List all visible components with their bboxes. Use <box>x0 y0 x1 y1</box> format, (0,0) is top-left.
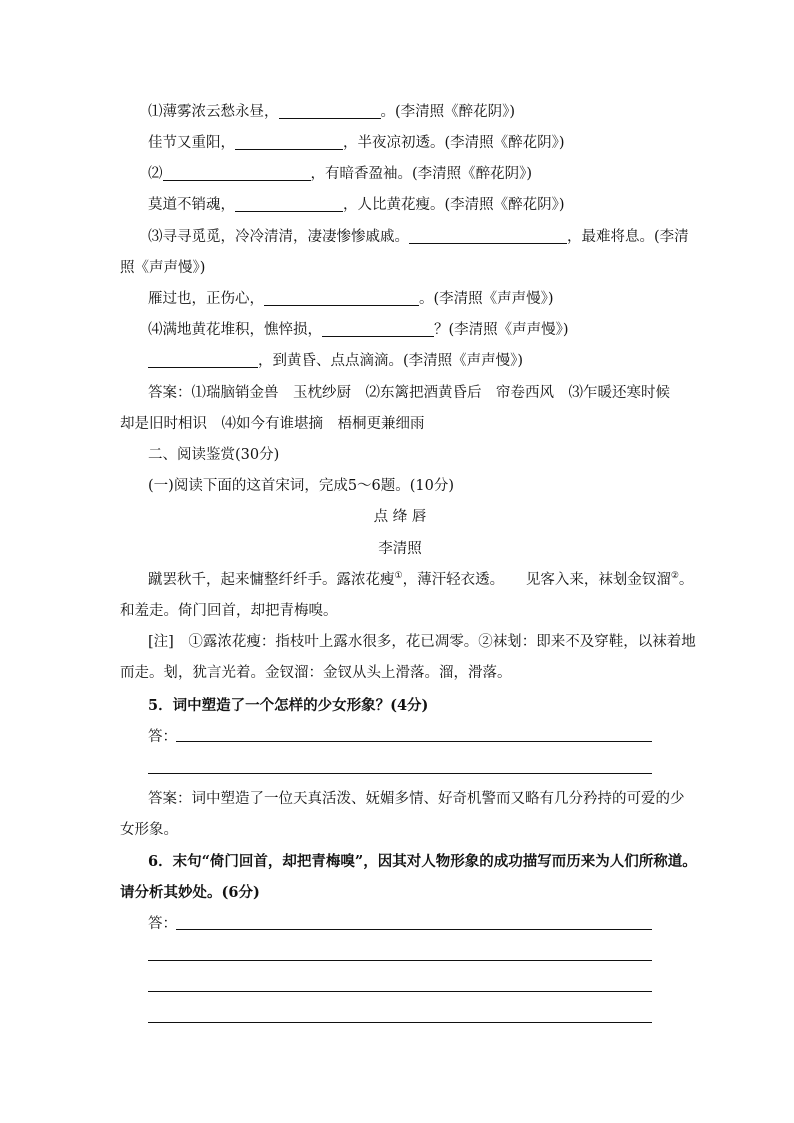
answer-key: 答案：词中塑造了一位天真活泼、妩媚多情、好奇机警而又略有几分矜持的可爱的少 <box>148 791 685 807</box>
answer-line[interactable] <box>148 991 652 992</box>
fill-line-4 <box>148 190 565 221</box>
fill-line-5-cont: 照《声声慢》) <box>120 260 206 276</box>
answer-line[interactable] <box>148 773 652 774</box>
text: 莫道不销魂， <box>148 197 235 213</box>
text: ，薄汗轻衣透。 见客入来，袜刬金钗溜 <box>402 572 671 588</box>
subsection-heading: (一)阅读下面的这首宋词，完成5～6题。(10分) <box>148 478 455 494</box>
question-5: 5．词中塑造了一个怎样的少女形象？(4分) <box>148 697 429 714</box>
footnote-marker: ① <box>394 571 403 581</box>
text: ，到黄昏、点点滴滴。(李清照《声声慢》) <box>258 353 524 369</box>
answer-key-cont: 却是旧时相识 ⑷如今有谁堪摘 梧桐更兼细雨 <box>120 416 425 432</box>
answer-line[interactable] <box>176 741 652 742</box>
answer-line[interactable] <box>176 929 652 930</box>
poem-title: 点 绛 唇 <box>373 509 427 525</box>
question-6: 6．末句“倚门回首，却把青梅嗅”，因其对人物形象的成功描写而历来为人们所称道。 <box>148 853 697 870</box>
answer-label: 答： <box>148 729 177 745</box>
text: 。(李清照《声声慢》) <box>419 291 554 307</box>
text: ？(李清照《声声慢》) <box>434 322 569 338</box>
answer-key-cont: 女形象。 <box>120 822 178 838</box>
answer-blank[interactable] <box>148 350 258 368</box>
poem-line-1 <box>148 565 693 596</box>
text: ，最难将息。(李清 <box>567 229 689 245</box>
text: ⑶寻寻觅觅，冷冷清清，凄凄惨惨戚戚。 <box>148 229 409 245</box>
text: 。(李清照《醉花阴》) <box>380 104 516 120</box>
annotation: [注] ①露浓花瘦：指枝叶上露水很多，花已凋零。②袜刬：即来不及穿鞋，以袜着地 <box>148 634 696 650</box>
section-heading: 二、阅读鉴赏(30分) <box>148 447 280 463</box>
text: 。 <box>678 572 694 588</box>
annotation-cont: 而走。刬，犹言光着。金钗溜：金钗从头上滑落。溜，滑落。 <box>120 665 512 681</box>
fill-line-2 <box>148 128 565 159</box>
answer-blank[interactable] <box>279 101 381 119</box>
footnote-marker: ② <box>670 571 679 581</box>
text: ，半夜凉初透。(李清照《醉花阴》) <box>343 135 565 151</box>
text: ，有暗香盈袖。(李清照《醉花阴》) <box>310 166 533 182</box>
fill-line-3 <box>148 159 532 190</box>
fill-line-6 <box>148 284 554 315</box>
fill-line-5 <box>148 222 689 253</box>
question-6-cont: 请分析其妙处。(6分) <box>120 884 260 901</box>
text: 雁过也，正伤心， <box>148 291 264 307</box>
poem-author: 李清照 <box>378 541 422 557</box>
answer-blank[interactable] <box>163 163 311 181</box>
answer-blank[interactable] <box>235 194 343 212</box>
answer-blank[interactable] <box>409 226 567 244</box>
fill-line-8 <box>148 346 523 377</box>
answer-blank[interactable] <box>322 319 434 337</box>
answer-key: 答案：⑴瑞脑销金兽 玉枕纱厨 ⑵东篱把酒黄昏后 帘卷西风 ⑶乍暖还寒时候 <box>148 385 670 401</box>
text: ，人比黄花瘦。(李清照《醉花阴》) <box>343 197 565 213</box>
answer-line[interactable] <box>148 960 652 961</box>
text: 佳节又重阳， <box>148 135 235 151</box>
answer-blank[interactable] <box>235 132 343 150</box>
fill-line-7 <box>148 315 569 346</box>
answer-line[interactable] <box>148 1022 652 1023</box>
answer-label: 答： <box>148 916 177 932</box>
text: ⑷满地黄花堆积，憔悴损， <box>148 322 322 338</box>
answer-blank[interactable] <box>264 288 419 306</box>
text: ⑵ <box>148 166 163 182</box>
fill-line-1 <box>148 97 515 128</box>
text: ⑴薄雾浓云愁永昼， <box>148 104 279 120</box>
poem-line-2: 和羞走。倚门回首，却把青梅嗅。 <box>120 603 338 619</box>
text: 蹴罢秋千，起来慵整纤纤手。露浓花瘦 <box>148 572 395 588</box>
